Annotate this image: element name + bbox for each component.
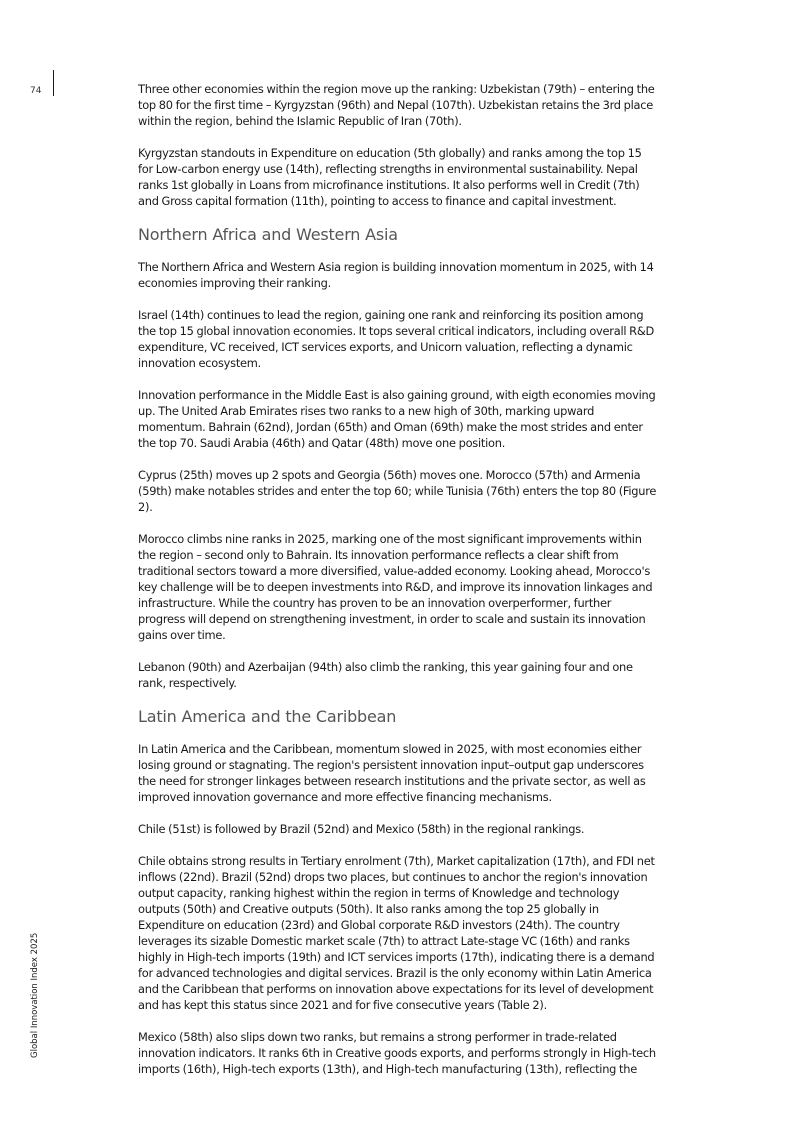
paragraph: Kyrgyzstan standouts in Expenditure on education (5th globally) and ranks among the top 15 for Low-carbon energy use (14th), reflecting strengths in environmental sustainability. Nepal ranks 1st globally in Loans from microfinance institutions. It also performs well in Credit (7th) and Gross capital formation (11th), pointing to access to finance and capital investment. <box>138 146 642 208</box>
paragraph: Mexico (58th) also slips down two ranks, but remains a strong performer in trade-related innovation indicators. It ranks 6th in Creative goods exports, and performs strongly in High-tech imports (16th), High-tech exports (13th), and High-tech manufacturing (13th), reflecting the <box>138 1030 656 1076</box>
header-rule <box>53 70 54 96</box>
paragraph: Morocco climbs nine ranks in 2025, marking one of the most significant improvements within the region – second only to Bahrain. Its innovation performance reflects a clear shift from traditional sectors toward a more diversified, value-added economy. Looking ahead, Morocco's key challenge will be to deepen investments into R&D, and improve its innovation linkages and infrastructure. While the country has proven to be an innovation overperformer, further progress will depend on strengthening investment, in order to scale and sustain its innovation gains over time. <box>138 532 653 642</box>
page-number: 74 <box>30 86 42 96</box>
paragraph: Lebanon (90th) and Azerbaijan (94th) also climb the ranking, this year gaining four and one rank, respectively. <box>138 660 633 690</box>
section-heading-latin-america: Latin America and the Caribbean <box>138 707 397 726</box>
paragraph: The Northern Africa and Western Asia region is building innovation momentum in 2025, with 14 economies improving their ranking. <box>138 260 654 290</box>
paragraph: Three other economies within the region move up the ranking: Uzbekistan (79th) – entering the top 80 for the first time – Kyrgyzstan (96th) and Nepal (107th). Uzbekistan retains the 3rd place within the region, behind the Islamic Republic of Iran (70th). <box>138 82 655 128</box>
paragraph: Chile (51st) is followed by Brazil (52nd) and Mexico (58th) in the regional rankings. <box>138 822 585 836</box>
section-heading-northern-africa: Northern Africa and Western Asia <box>138 225 398 244</box>
paragraph: Cyprus (25th) moves up 2 spots and Georgia (56th) moves one. Morocco (57th) and Armenia (59th) make notables strides and enter the top 60; while Tunisia (76th) enters the top 80 (Figure 2). <box>138 468 657 514</box>
side-running-title: Global Innovation Index 2025 <box>30 932 40 1058</box>
body-text <box>138 81 658 1093</box>
paragraph: Israel (14th) continues to lead the region, gaining one rank and reinforcing its position among the top 15 global innovation economies. It tops several critical indicators, including overall R&D expenditure, VC received, ICT services exports, and Unicorn valuation, reflecting a dynamic innovation ecosystem. <box>138 308 654 370</box>
paragraph: In Latin America and the Caribbean, momentum slowed in 2025, with most economies either losing ground or stagnating. The region's persistent innovation input–output gap underscores the need for stronger linkages between research institutions and the private sector, as well as improved innovation governance and more effective financing mechanisms. <box>138 742 646 804</box>
paragraph: Chile obtains strong results in Tertiary enrolment (7th), Market capitalization (17th), and FDI net inflows (22nd). Brazil (52nd) drops two places, but continues to anchor the region's innovation output capacity, ranking highest within the region in terms of Knowledge and technology outputs (50th) and Creative outputs (50th). It also ranks among the top 25 globally in Expenditure on education (23rd) and Global corporate R&D investors (24th). The country leverages its sizable Domestic market scale (7th) to attract Late-stage VC (16th) and ranks highly in High-tech imports (19th) and ICT services imports (17th), indicating there is a demand for advanced technologies and digital services. Brazil is the only economy within Latin America and the Caribbean that performs on innovation above expectations for its level of development and has kept this status since 2021 and for five consecutive years (Table 2). <box>138 854 655 1012</box>
paragraph: Innovation performance in the Middle East is also gaining ground, with eigth economies moving up. The United Arab Emirates rises two ranks to a new high of 30th, marking upward momentum. Bahrain (62nd), Jordan (65th) and Oman (69th) make the most strides and enter the top 70. Saudi Arabia (46th) and Qatar (48th) move one position. <box>138 388 656 450</box>
